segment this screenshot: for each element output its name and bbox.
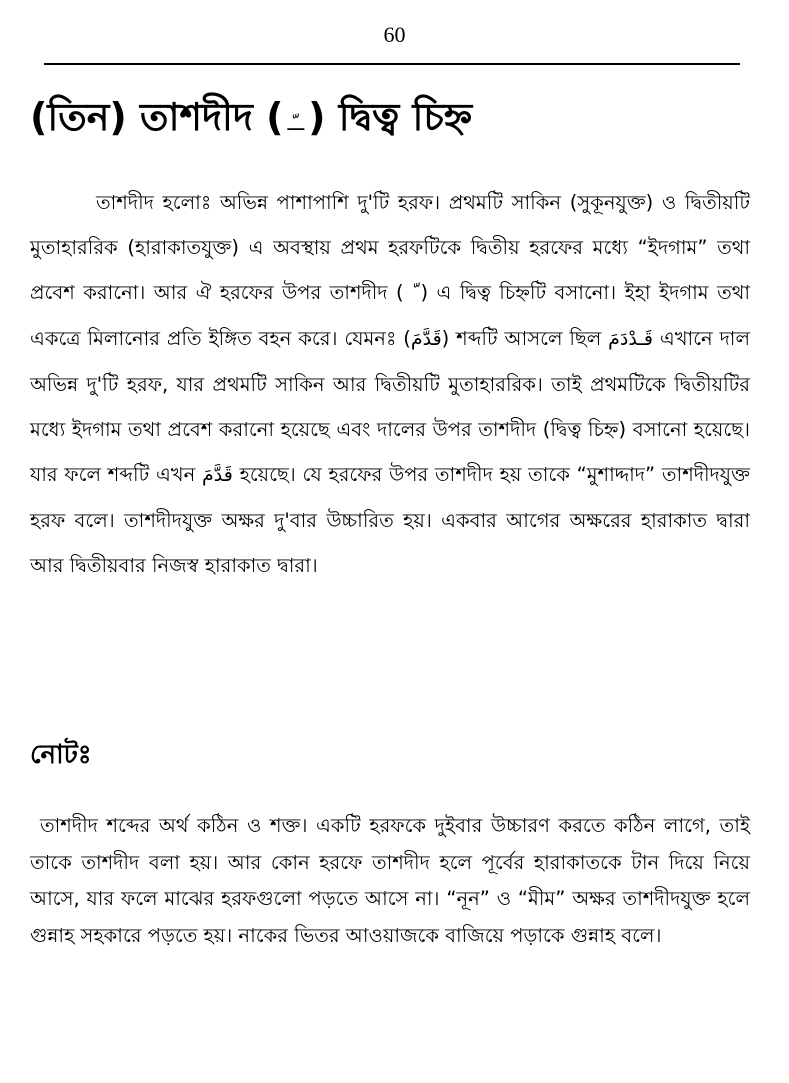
paragraph-1-part-1: তাশদীদ হলোঃ অভিন্ন পাশাপাশি দু'টি হরফ। প্রথমটি সাকিন (সুকূনযুক্ত) ও দ্বিতীয়টি মুতাহাররিক (হারাকাতযুক্ত) এ অবস্থায় প্রথম হরফটিকে দ্বিতীয় হরফের মধ্যে “ইদগাম” তথা প্রবেশ করানো। আর ঐ হরফের উপর তাশদীদ ( [30,191,750,304]
heading-suffix: ) দ্বিত্ব চিহ্ন [308,95,473,139]
header-divider [44,63,740,65]
paragraph-1-part-4: এখানে দাল অভিন্ন দু'টি হরফ, যার প্রথমটি সাকিন আর দ্বিতীয়টি মুতাহাররিক। তাই প্রথমটিকে দ্বিতীয়টির মধ্যে ইদগাম তথা প্রবেশ করানো হয়েছে এবং দালের উপর তাশদীদ (দ্বিত্ব চিহ্ন) বসানো হয়েছে। যার ফলে শব্দটি এখন [30,327,750,486]
note-paragraph: তাশদীদ শব্দের অর্থ কঠিন ও শক্ত। একটি হরফকে দুইবার উচ্চারণ করতে কঠিন লাগে, তাই তাকে তাশদীদ বলা হয়। আর কোন হরফে তাশদীদ হলে পূর্বের হারাকাতকে টান দিয়ে নিয়ে আসে, যার ফলে মাঝের হরফগুলো পড়তে আসে না। “নূন” ও “মীম” অক্ষর তাশদীদযুক্ত হলে গুন্নাহ সহকারে পড়তে হয়। নাকের ভিতর আওয়াজকে বাজিয়ে পড়াকে গুন্নাহ বলে। [30,814,750,947]
heading-prefix: (তিন) তাশদীদ ( [30,95,284,139]
split-word: قَـدْدَمَ [608,328,654,350]
paragraph-1-part-5: হয়েছে। যে হরফের উপর তাশদীদ হয় তাকে “মুশাদ্দাদ” তাশদীদযুক্ত হরফ বলে। তাশদীদযুক্ত অক্ষর দু'বার উচ্চারিত হয়। একবার আগের অক্ষরের হারাকাত দ্বারা আর দ্বিতীয়বার নিজস্ব হারাকাত দ্বারা। [30,463,750,577]
note-heading: নোটঃ [30,740,92,770]
paragraph-1-part-3: ) শব্দটি আসলে ছিল [441,327,609,350]
paragraph-definition [30,180,750,588]
result-word: قَدَّمَ [202,464,233,486]
example-word: قَدَّمَ [410,328,442,350]
heading-shadda-symbol: ــّـ [287,113,305,135]
page-number: 60 [383,22,406,47]
paragraph-1-part-2: ) এ দ্বিত্ব চিহ্নটি বসানো। ইহা ইদগাম তথা একত্রে মিলানোর প্রতি ইঙ্গিত বহন করে। যেমনঃ ( [30,281,750,350]
section-heading [30,88,760,152]
